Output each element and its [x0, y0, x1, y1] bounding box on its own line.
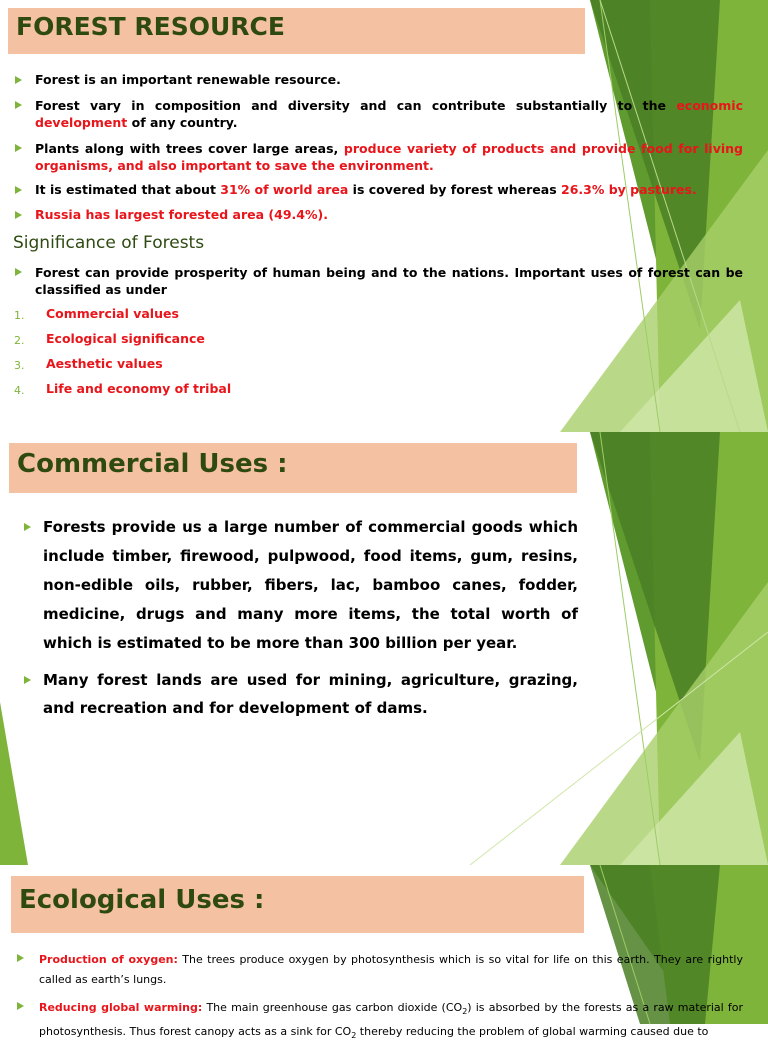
- list-item: Life and economy of tribal: [46, 381, 232, 396]
- bullet-text: Reducing global warming: The main greenhouse gas carbon dioxide $(CO_2)$ is absorbed by the forests as a raw material for photosynthesis. Thus forest canopy acts as a sink for $CO_2$ thereby reducing the problem of global warming caused due to: [39, 1001, 744, 1041]
- bullet-arrow-icon: [15, 211, 22, 219]
- slide-forest-resource: [0, 0, 768, 432]
- bullet-text: Production of oxygen: The trees produce oxygen by photosynthesis which is so vital for life on this earth. They are rightly called as earth’s lungs.: [39, 953, 744, 986]
- slide-ecological-uses: [0, 865, 768, 1041]
- list-number: 2.: [14, 334, 25, 347]
- slide-commercial-uses: [0, 432, 768, 865]
- bullet-text: Forest can provide prosperity of human being and to the nations. Important uses of forest can be classified as under: [35, 265, 743, 297]
- slide-title: Ecological Uses :: [19, 885, 265, 915]
- bullet-arrow-icon: [15, 76, 22, 84]
- slide-title: FOREST RESOURCE: [16, 12, 285, 41]
- title-banner: [8, 8, 585, 54]
- bullet-arrow-icon: [15, 268, 22, 276]
- bullet-text: Many forest lands are used for mining, agriculture, grazing, and recreation and for development of dams.: [43, 671, 578, 717]
- bullet-arrow-icon: [15, 186, 22, 194]
- bullet-text: Forest is an important renewable resource.: [35, 72, 341, 87]
- bullet-text: Russia has largest forested area (49.4%).: [35, 207, 328, 222]
- bullet-arrow-icon: [15, 144, 22, 152]
- bullet-text: Forests provide us a large number of commercial goods which include timber, firewood, pulpwood, food items, gum, resins, non-edible oils, rubber, fibers, lac, bamboo canes, fodder, medicine, drugs and many more items, the total worth of which is estimated to be more than 300 billion per year.: [43, 518, 578, 652]
- list-number: 4.: [14, 384, 25, 397]
- bullet-arrow-icon: [15, 101, 22, 109]
- bullet-arrow-icon: [24, 676, 31, 684]
- bullet-arrow-icon: [17, 1002, 24, 1010]
- bullet-arrow-icon: [24, 523, 31, 531]
- title-banner: [11, 876, 584, 933]
- list-item: Commercial values: [46, 306, 179, 321]
- title-banner: [9, 443, 577, 493]
- bullet-text: Forest vary in composition and diversity and can contribute substantially to the economic development of any country.: [35, 98, 743, 130]
- bullet-text: It is estimated that about 31% of world area is covered by forest whereas 26.3% by pastures.: [35, 182, 697, 197]
- list-item: Ecological significance: [46, 331, 205, 346]
- list-number: 3.: [14, 359, 25, 372]
- list-number: 1.: [14, 309, 25, 322]
- list-item: Aesthetic values: [46, 356, 163, 371]
- bullet-arrow-icon: [17, 954, 24, 962]
- bullet-text: Plants along with trees cover large areas, produce variety of products and provide food for living organisms, and also important to save the environment.: [35, 141, 743, 173]
- section-subheading: Significance of Forests: [13, 233, 205, 253]
- slide-title: Commercial Uses :: [17, 449, 288, 479]
